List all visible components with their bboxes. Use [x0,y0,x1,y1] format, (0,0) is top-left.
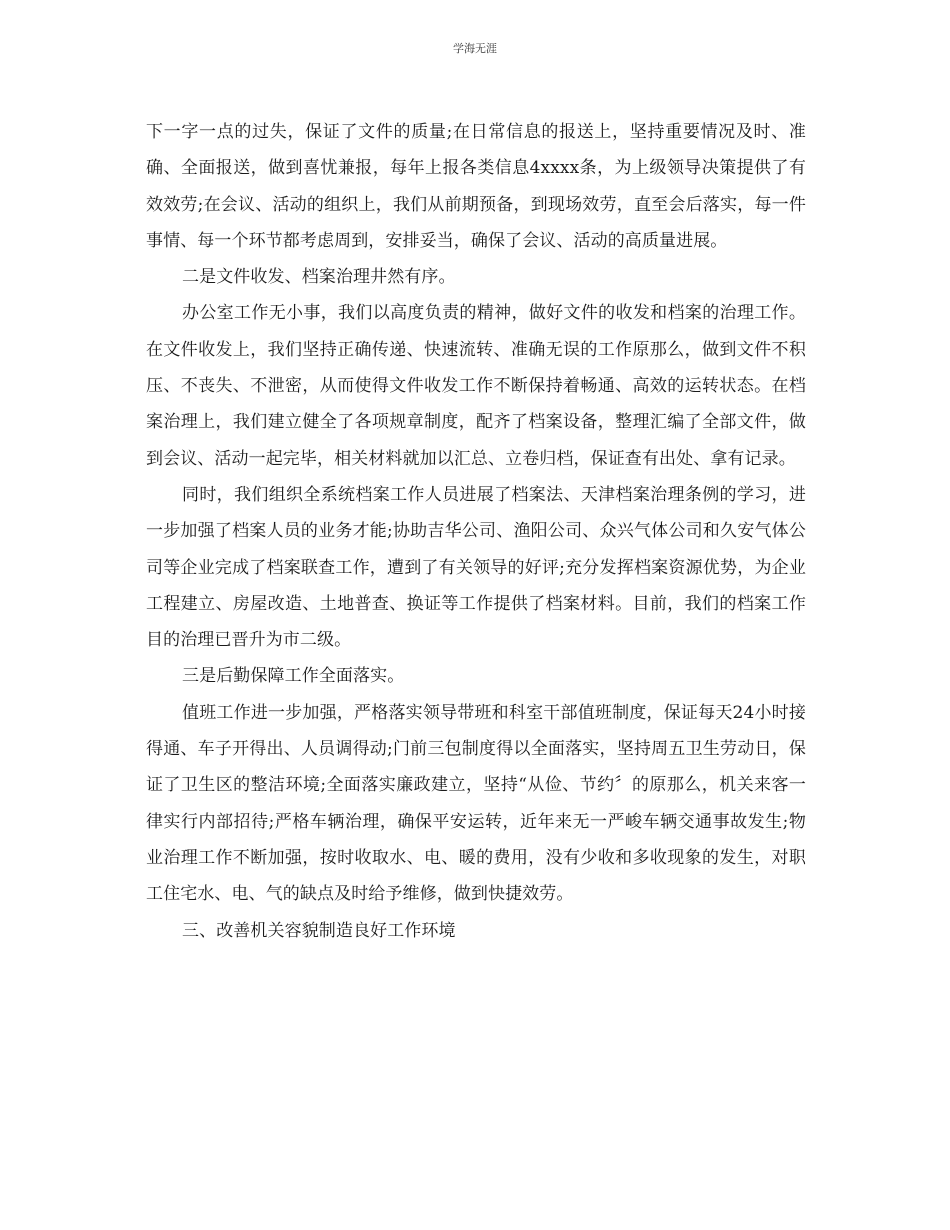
section-heading-documents: 二是文件收发、档案治理井然有序。 [182,267,456,288]
paragraph-archives: 同时，我们组织全系统档案工作人员进展了档案法、天津档案治理条例的学习，进一步加强了档案人员的业务才能;协助吉华公司、渔阳公司、众兴气体公司和久安气体公司等企业完成了档案联查工作，遭到了有关领导的好评;充分发挥档案资源优势，为企业工程建立、房屋改造、土地普查、换证等工作提供了档案材料。目前，我们的档案工作目的治理已晋升为市二级。 [146,484,806,651]
paragraph-documents: 办公室工作无小事，我们以高度负责的精神，做好文件的收发和档案的治理工作。在文件收发上，我们坚持正确传递、快速流转、准确无误的工作原那么，做到文件不积压、不丧失、不泄密，从而使得文件收发工作不断保持着畅通、高效的运转状态。在档案治理上，我们建立健全了各项规章制度，配齐了档案设备，整理汇编了全部文件，做到会议、活动一起完毕，相关材料就加以汇总、立卷归档，保证查有出处、拿有记录。 [146,303,806,469]
document-body [146,114,806,949]
paragraph-continuation: 下一字一点的过失，保证了文件的质量;在日常信息的报送上，坚持重要情况及时、准确、全面报送，做到喜忧兼报，每年上报各类信息4xxxx条，为上级领导决策提供了有效效劳;在会议、活动的组织上，我们从前期预备，到现场效劳，直至会后落实，每一件事情、每一个环节都考虑周到，安排妥当，确保了会议、活动的高质量进展。 [146,122,806,251]
section-heading-environment: 三、改善机关容貌制造良好工作环境 [182,920,456,941]
section-heading-logistics: 三是后勤保障工作全面落实。 [182,666,405,687]
paragraph-logistics: 值班工作进一步加强，严格落实领导带班和科室干部值班制度，保证每天24小时接得通、车子开得出、人员调得动;门前三包制度得以全面落实，坚持周五卫生劳动日，保证了卫生区的整洁环境;全面落实廉政建立，坚持“从俭、节约〞的原那么，机关来客一律实行内部招待;严格车辆治理，确保平安运转，近年来无一严峻车辆交通事故发生;物业治理工作不断加强，按时收取水、电、暖的费用，没有少收和多收现象的发生，对职工住宅水、电、气的缺点及时给予维修，做到快捷效劳。 [146,702,806,905]
page-header: 学海无涯 [453,42,497,55]
